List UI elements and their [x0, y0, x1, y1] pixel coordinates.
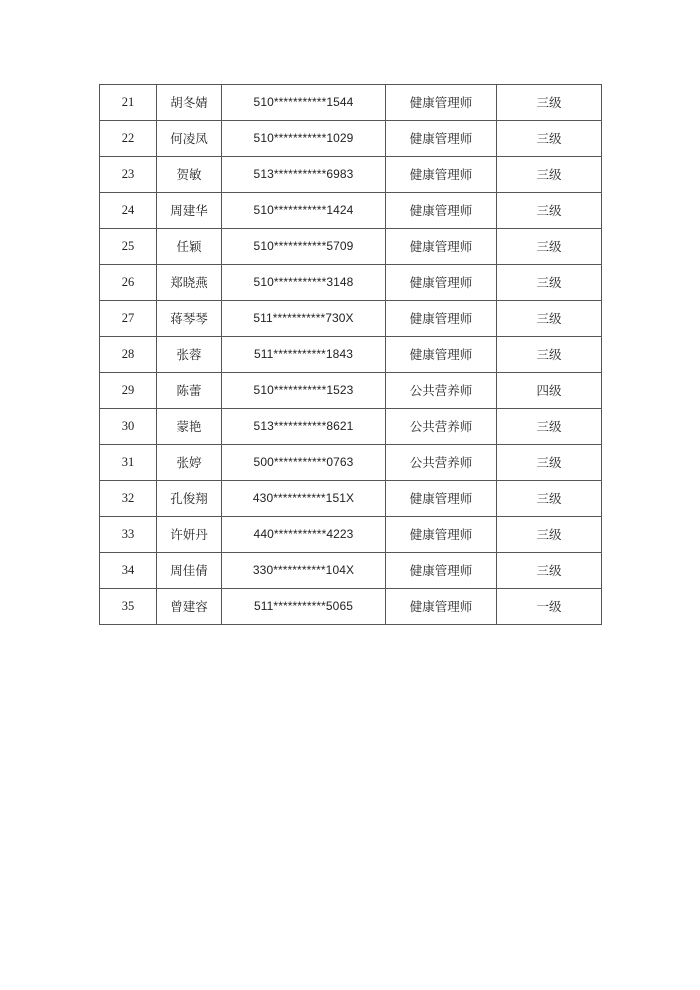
table-row: [100, 121, 602, 157]
table-row: [100, 337, 602, 373]
table-row: [100, 301, 602, 337]
occupation-cell: 健康管理师: [386, 553, 497, 589]
row-number-cell: 29: [100, 373, 157, 409]
id-number-cell: 510***********5709: [222, 229, 386, 265]
level-cell: 三级: [497, 229, 602, 265]
name-cell: 任颖: [157, 229, 222, 265]
occupation-cell: 公共营养师: [386, 409, 497, 445]
table-row: [100, 409, 602, 445]
name-cell: 何凌凤: [157, 121, 222, 157]
table-row: [100, 229, 602, 265]
row-number-cell: 23: [100, 157, 157, 193]
id-number-cell: 440***********4223: [222, 517, 386, 553]
row-number-cell: 33: [100, 517, 157, 553]
table-row: [100, 193, 602, 229]
row-number-cell: 27: [100, 301, 157, 337]
level-cell: 三级: [497, 301, 602, 337]
name-cell: 周建华: [157, 193, 222, 229]
row-number-cell: 28: [100, 337, 157, 373]
occupation-cell: 健康管理师: [386, 157, 497, 193]
name-cell: 张蓉: [157, 337, 222, 373]
name-cell: 周佳倩: [157, 553, 222, 589]
id-number-cell: 511***********730X: [222, 301, 386, 337]
id-number-cell: 510***********1544: [222, 85, 386, 121]
table-row: [100, 265, 602, 301]
id-number-cell: 330***********104X: [222, 553, 386, 589]
row-number-cell: 24: [100, 193, 157, 229]
row-number-cell: 21: [100, 85, 157, 121]
occupation-cell: 健康管理师: [386, 301, 497, 337]
level-cell: 三级: [497, 265, 602, 301]
table-row: [100, 85, 602, 121]
name-cell: 孔俊翔: [157, 481, 222, 517]
id-number-cell: 510***********1424: [222, 193, 386, 229]
name-cell: 胡冬婧: [157, 85, 222, 121]
occupation-cell: 健康管理师: [386, 265, 497, 301]
id-number-cell: 510***********1523: [222, 373, 386, 409]
occupation-cell: 健康管理师: [386, 229, 497, 265]
row-number-cell: 25: [100, 229, 157, 265]
level-cell: 三级: [497, 157, 602, 193]
roster-table: [99, 84, 602, 625]
name-cell: 陈蕾: [157, 373, 222, 409]
level-cell: 三级: [497, 445, 602, 481]
table-row: [100, 445, 602, 481]
occupation-cell: 健康管理师: [386, 337, 497, 373]
level-cell: 三级: [497, 193, 602, 229]
id-number-cell: 430***********151X: [222, 481, 386, 517]
level-cell: 三级: [497, 409, 602, 445]
id-number-cell: 510***********3148: [222, 265, 386, 301]
row-number-cell: 32: [100, 481, 157, 517]
occupation-cell: 健康管理师: [386, 121, 497, 157]
row-number-cell: 31: [100, 445, 157, 481]
id-number-cell: 513***********6983: [222, 157, 386, 193]
occupation-cell: 健康管理师: [386, 85, 497, 121]
row-number-cell: 26: [100, 265, 157, 301]
name-cell: 曾建容: [157, 589, 222, 625]
occupation-cell: 健康管理师: [386, 481, 497, 517]
id-number-cell: 511***********1843: [222, 337, 386, 373]
occupation-cell: 公共营养师: [386, 373, 497, 409]
level-cell: 四级: [497, 373, 602, 409]
level-cell: 三级: [497, 337, 602, 373]
occupation-cell: 健康管理师: [386, 589, 497, 625]
level-cell: 三级: [497, 121, 602, 157]
id-number-cell: 511***********5065: [222, 589, 386, 625]
occupation-cell: 健康管理师: [386, 517, 497, 553]
name-cell: 蒋琴琴: [157, 301, 222, 337]
table-row: [100, 517, 602, 553]
row-number-cell: 30: [100, 409, 157, 445]
roster-table-body: [100, 85, 602, 625]
level-cell: 三级: [497, 481, 602, 517]
occupation-cell: 健康管理师: [386, 193, 497, 229]
table-row: [100, 481, 602, 517]
name-cell: 蒙艳: [157, 409, 222, 445]
table-row: [100, 553, 602, 589]
row-number-cell: 22: [100, 121, 157, 157]
level-cell: 三级: [497, 85, 602, 121]
id-number-cell: 500***********0763: [222, 445, 386, 481]
name-cell: 张婷: [157, 445, 222, 481]
level-cell: 一级: [497, 589, 602, 625]
name-cell: 郑晓燕: [157, 265, 222, 301]
name-cell: 许妍丹: [157, 517, 222, 553]
name-cell: 贺敏: [157, 157, 222, 193]
row-number-cell: 34: [100, 553, 157, 589]
occupation-cell: 公共营养师: [386, 445, 497, 481]
table-row: [100, 157, 602, 193]
table-row: [100, 589, 602, 625]
row-number-cell: 35: [100, 589, 157, 625]
id-number-cell: 513***********8621: [222, 409, 386, 445]
level-cell: 三级: [497, 553, 602, 589]
id-number-cell: 510***********1029: [222, 121, 386, 157]
level-cell: 三级: [497, 517, 602, 553]
table-row: [100, 373, 602, 409]
